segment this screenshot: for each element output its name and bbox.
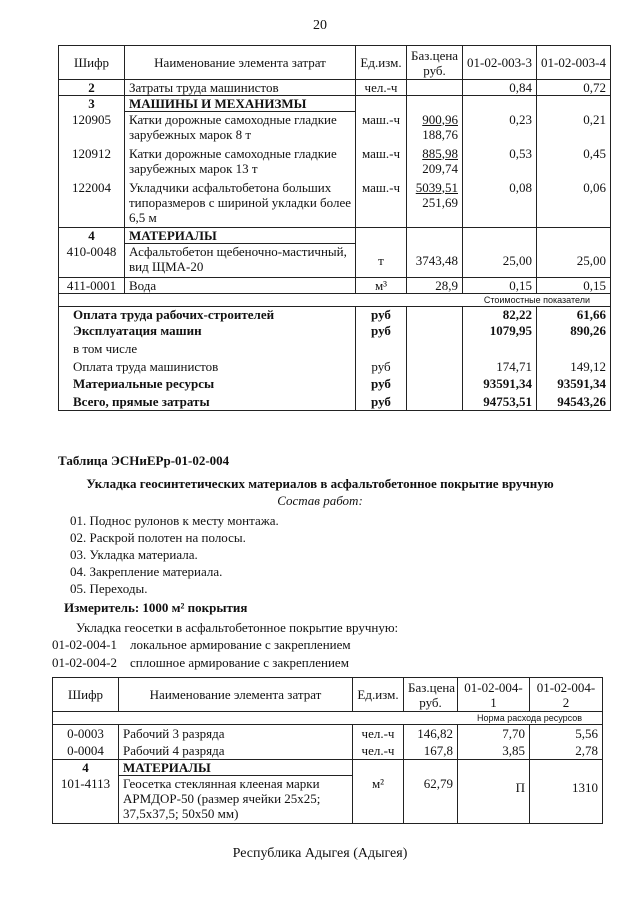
norm-code: 01-02-004-2: [52, 655, 117, 670]
header-unit: Ед.изм.: [356, 46, 407, 80]
header-col2: 01-02-004-2: [530, 678, 603, 712]
meter-label: Измеритель: 1000 м² покрытия: [64, 600, 248, 615]
work-item: 01. Поднос рулонов к месту монтажа.: [70, 513, 279, 528]
table-row: 411-0001 Вода м³ 28,9 0,15 0,15: [59, 278, 611, 294]
table-row: 122004 Укладчики асфальтобетона больших типоразмеров с шириной укладки более 6,5 м маш.-ч 5039,51 251,69 0,08 0,06: [59, 180, 611, 228]
table-row: 4 МАТЕРИАЛЫ: [53, 760, 603, 776]
work-item: 03. Укладка материала.: [70, 547, 198, 562]
norm-code: 01-02-004-1: [52, 637, 117, 652]
page-footer: Республика Адыгея (Адыгея): [232, 846, 408, 861]
header-price: Баз.цена руб.: [404, 678, 458, 712]
norm-text: сплошное армирование с закреплением: [130, 655, 349, 670]
work-title: Состав работ:: [277, 493, 363, 508]
table-row: 410-0048 Асфальтобетон щебеночно-мастичный, вид ЩМА-20 т 3743,48 25,00 25,00: [59, 244, 611, 278]
work-item: 04. Закрепление материала.: [70, 564, 223, 579]
summary-row: Материальные ресурсы руб 93591,34 93591,34: [59, 375, 611, 393]
table-row: 0-0004 Рабочий 4 разряда чел.-ч 167,8 3,85 2,78: [53, 743, 603, 760]
header-price: Баз.цена руб.: [407, 46, 463, 80]
table-row: 3 МАШИНЫ И МЕХАНИЗМЫ: [59, 96, 611, 112]
summary-row: Эксплуатация машин руб 1079,95 890,26: [59, 323, 611, 341]
table-row: 120912 Катки дорожные самоходные гладкие зарубежных марок 13 т маш.-ч 885,98 209,74 0,53 0,45: [59, 146, 611, 180]
header-col2: 01-02-003-4: [537, 46, 611, 80]
resource-table-1: [58, 45, 611, 411]
summary-row: Оплата труда рабочих-строителей руб 82,22 61,66: [59, 307, 611, 323]
table-row: 4 МАТЕРИАЛЫ: [59, 228, 611, 244]
section-desc: Укладка геосетки в асфальтобетонное покрытие вручную:: [76, 620, 399, 635]
norm-caption: Норма расхода ресурсов: [53, 712, 603, 725]
resource-table-2: [52, 677, 603, 824]
header-col1: 01-02-003-3: [463, 46, 537, 80]
header-name: Наименование элемента затрат: [125, 46, 356, 80]
work-item: 02. Раскрой полотен на полосы.: [70, 530, 246, 545]
table-row: 0-0003 Рабочий 3 разряда чел.-ч 146,82 7,70 5,56: [53, 725, 603, 743]
table-row: 101-4113 Геосетка стеклянная клееная марки АРМДОР-50 (размер ячейки 25х25; 37,5х37,5; 50х50 мм) м² 62,79 П 1310: [53, 776, 603, 824]
header-code: Шифр: [53, 678, 119, 712]
table-row: 2 Затраты труда машинистов чел.-ч 0,84 0,72: [59, 80, 611, 96]
summary-row: в том числе: [59, 341, 611, 359]
section-heading: Укладка геосинтетических материалов в асфальтобетонное покрытие вручную: [86, 476, 554, 491]
header-unit: Ед.изм.: [353, 678, 404, 712]
page-number: 20: [313, 18, 327, 33]
norm-text: локальное армирование с закреплением: [130, 637, 351, 652]
summary-row: Всего, прямые затраты руб 94753,51 94543,26: [59, 393, 611, 411]
header-col1: 01-02-004-1: [458, 678, 530, 712]
header-code: Шифр: [59, 46, 125, 80]
header-name: Наименование элемента затрат: [119, 678, 353, 712]
summary-row: Оплата труда машинистов руб 174,71 149,12: [59, 359, 611, 375]
table-title: Таблица ЭСНиЕРр-01-02-004: [58, 453, 230, 468]
work-item: 05. Переходы.: [70, 581, 148, 596]
cost-caption: Стоимостные показатели: [59, 294, 611, 307]
table-row: 120905 Катки дорожные самоходные гладкие зарубежных марок 8 т маш.-ч 900,96 188,76 0,23 0,21: [59, 112, 611, 146]
